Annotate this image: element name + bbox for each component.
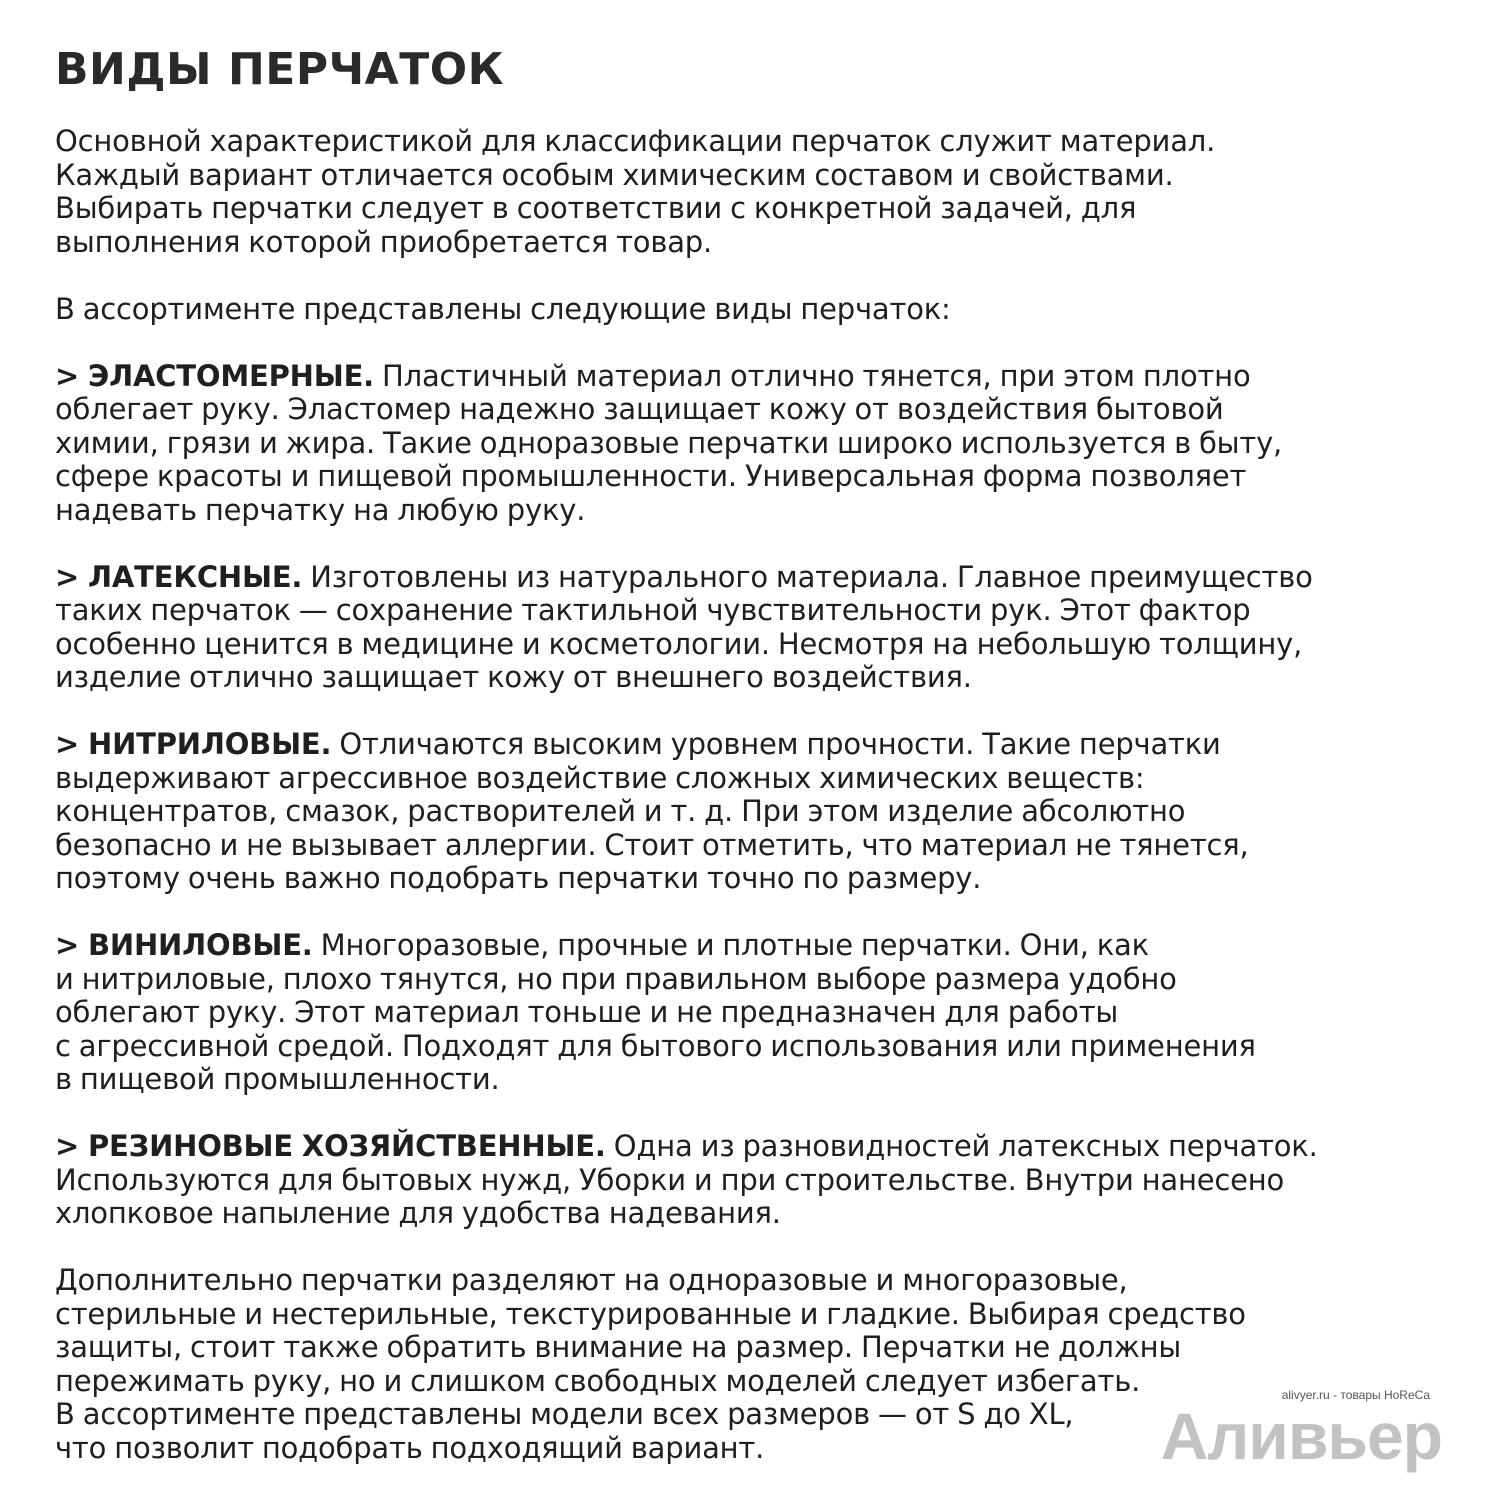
page-title: ВИДЫ ПЕРЧАТОК [55, 44, 505, 95]
type-nitrile-heading: > НИТРИЛОВЫЕ. [55, 727, 332, 761]
type-latex-text: Изготовлены из натурального материала. Главное преимущество таких перчаток — сохранение тактильной чувствительности рук. Этот фактор особенно ценится в медицине и косметологии. Несмотря на небольшую толщину, изделие отлично защищает кожу от внешнего воздействия. [55, 559, 1313, 694]
type-rubber [55, 1130, 1475, 1231]
type-nitrile [55, 728, 1475, 896]
type-vinyl [55, 929, 1475, 1097]
type-elastomer-heading: > ЭЛАСТОМЕРНЫЕ. [55, 358, 374, 393]
conclusion-paragraph: Дополнительно перчатки разделяют на одноразовые и многоразовые, стерильные и нестерильные, текстурированные и гладкие. Выбирая средство защиты, стоит также обратить внимание на размер. Перчатки не должны пережимать руку, но и слишком свободных моделей следует избегать. В ассортименте представлены модели всех размеров — от S до XL, что позволит подобрать подходящий вариант. [55, 1263, 1246, 1465]
watermark-logo [1160, 1388, 1442, 1478]
type-nitrile-text: Отличаются высоким уровнем прочности. Такие перчатки выдерживают агрессивное воздействие сложных химических веществ: концентратов, смазок, растворителей и т. д. При этом изделие абсолютно безопасно и не вызывает аллергии. Стоит отметить, что материал не тянется, поэтому очень важно подобрать перчатки точно по размеру. [55, 727, 1249, 895]
type-latex-heading: > ЛАТЕКСНЫЕ. [55, 559, 303, 594]
type-vinyl-text: Многоразовые, прочные и плотные перчатки. Они, как и нитриловые, плохо тянутся, но при правильном выборе размера удобно облегают руку. Этот материал тоньше и не предназначен для работы с агрессивной средой. Подходят для бытового использования или применения в пищевой промышленности. [55, 928, 1256, 1096]
type-elastomer [55, 360, 1475, 528]
assortment-line: В ассортименте представлены следующие виды перчаток: [55, 291, 951, 326]
watermark-brand: Аливьер [1160, 1399, 1442, 1473]
article [55, 40, 1475, 1499]
intro-paragraph: Основной характеристикой для классификации перчаток служит материал. Каждый вариант отличается особым химическим составом и свойствами. Выбирать перчатки следует в соответствии с конкретной задачей, для выполнения которой приобретается товар. [55, 124, 1216, 259]
type-rubber-heading: > РЕЗИНОВЫЕ ХОЗЯЙСТВЕННЫЕ. [55, 1129, 606, 1163]
type-latex [55, 561, 1475, 695]
watermark-tagline: alivyer.ru - товары HoReCa [1281, 1388, 1430, 1402]
type-rubber-text: Одна из разновидностей латексных перчаток. Используются для бытовых нужд, Уборки и при строительстве. Внутри нанесено хлопковое напыление для удобства надевания. [55, 1129, 1318, 1230]
type-vinyl-heading: > ВИНИЛОВЫЕ. [55, 928, 313, 962]
type-elastomer-text: Пластичный материал отлично тянется, при этом плотно облегает руку. Эластомер надежно защищает кожу от воздействия бытовой химии, грязи и жира. Такие одноразовые перчатки широко используется в быту, сфере красоты и пищевой промышленности. Универсальная форма позволяет надевать перчатку на любую руку. [55, 358, 1283, 527]
